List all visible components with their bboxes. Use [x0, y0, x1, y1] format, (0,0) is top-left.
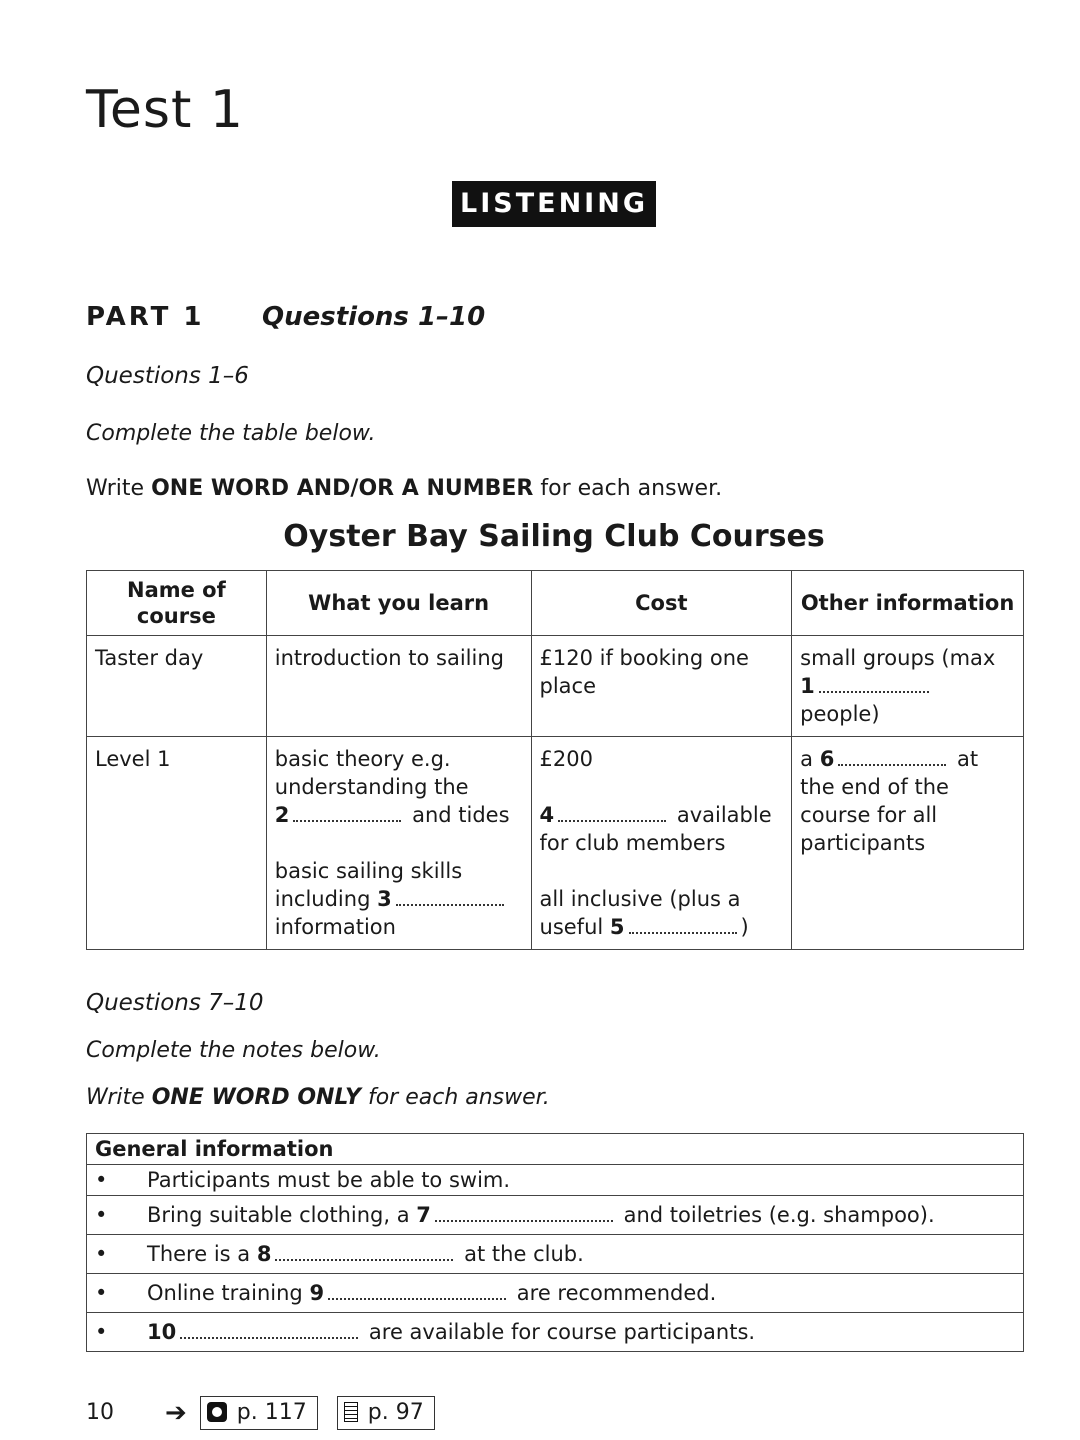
write-suffix: for each answer. — [540, 476, 723, 501]
courses-table — [86, 570, 1024, 950]
answer-blank[interactable] — [180, 1323, 358, 1339]
audio-ref-link[interactable] — [200, 1396, 318, 1430]
course-learn: introduction to sailing — [266, 636, 531, 737]
course-other — [792, 636, 1024, 737]
answer-blank[interactable] — [396, 890, 504, 906]
document-icon — [344, 1402, 358, 1422]
course-cost: £120 if booking one place — [531, 636, 792, 737]
col-header-learn: What you learn — [266, 571, 531, 636]
write-bold: ONE WORD ONLY — [151, 1085, 361, 1110]
table-row — [87, 737, 1024, 950]
note-text: are recommended. — [516, 1281, 717, 1305]
other-text: a — [800, 747, 814, 771]
other-text: at the end of the course for all participants — [800, 747, 979, 855]
part-label: PART 1 — [86, 302, 205, 332]
note-text: are available for course participants. — [368, 1320, 756, 1344]
note-text: Bring suitable clothing, a — [147, 1203, 410, 1227]
bullet: • — [95, 1242, 108, 1266]
write-prefix: Write — [86, 1085, 145, 1110]
col-header-name: Name of course — [87, 571, 267, 636]
question-number: 9 — [309, 1281, 325, 1305]
list-item — [87, 1235, 1024, 1274]
course-learn — [266, 737, 531, 950]
course-name: Taster day — [87, 636, 267, 737]
course-other — [792, 737, 1024, 950]
learn-text: basic sailing skills including — [274, 859, 463, 911]
course-name: Level 1 — [87, 737, 267, 950]
note-text: and toiletries (e.g. shampoo). — [623, 1203, 935, 1227]
answer-blank[interactable] — [275, 1245, 453, 1261]
ref-text: p. 117 — [236, 1400, 307, 1425]
col-header-cost: Cost — [531, 571, 792, 636]
learn-text: information — [274, 915, 396, 939]
note-text: There is a — [147, 1242, 251, 1266]
section-badge: LISTENING — [452, 181, 656, 227]
note-text: Online training — [147, 1281, 303, 1305]
question-number: 6 — [819, 747, 835, 771]
question-number: 3 — [377, 887, 392, 911]
list-item — [87, 1196, 1024, 1235]
questions-1-6-heading: Questions 1–6 — [86, 363, 249, 389]
page-number: 10 — [86, 1400, 114, 1425]
bullet: • — [95, 1168, 108, 1192]
answer-blank[interactable] — [435, 1206, 613, 1222]
bullet: • — [95, 1320, 108, 1344]
question-number: 8 — [256, 1242, 272, 1266]
table-instruction: Complete the table below. — [86, 421, 376, 446]
cost-text: ) — [740, 915, 749, 939]
part-questions: Questions 1–10 — [262, 302, 486, 332]
bullet: • — [95, 1281, 108, 1305]
transcript-ref-link[interactable] — [337, 1396, 435, 1430]
page-title: Test 1 — [86, 80, 245, 140]
list-item — [87, 1274, 1024, 1313]
write-instruction-1 — [86, 476, 722, 501]
answer-blank[interactable] — [328, 1284, 506, 1300]
learn-text: and tides — [412, 803, 510, 827]
notes-table — [86, 1133, 1024, 1352]
col-header-other: Other information — [792, 571, 1024, 636]
write-instruction-2 — [86, 1085, 550, 1110]
list-item — [87, 1313, 1024, 1352]
bullet: • — [95, 1203, 108, 1227]
notes-header: General information — [87, 1134, 1024, 1165]
answer-blank[interactable] — [293, 806, 401, 822]
learn-text: basic theory e.g. understanding the — [274, 747, 469, 799]
list-item — [87, 1165, 1024, 1196]
question-number: 1 — [800, 674, 815, 698]
other-text: small groups (max — [800, 646, 996, 670]
answer-blank[interactable] — [838, 750, 946, 766]
notes-instruction: Complete the notes below. — [86, 1038, 381, 1063]
table-row — [87, 636, 1024, 737]
arrow-icon: ➔ — [165, 1398, 187, 1428]
question-number: 4 — [539, 803, 555, 827]
other-text: people) — [800, 702, 880, 726]
footer — [86, 1396, 447, 1430]
course-cost — [531, 737, 792, 950]
note-text: at the club. — [464, 1242, 584, 1266]
questions-7-10-heading: Questions 7–10 — [86, 990, 264, 1016]
question-number: 7 — [416, 1203, 431, 1227]
table-title: Oyster Bay Sailing Club Courses — [283, 519, 825, 554]
question-number: 2 — [274, 803, 290, 827]
cost-text: available for club members — [539, 803, 772, 855]
write-prefix: Write — [86, 476, 145, 501]
cost-text: all inclusive (plus a useful — [539, 887, 741, 939]
write-suffix: for each answer. — [367, 1085, 550, 1110]
note-text: Participants must be able to swim. — [147, 1168, 511, 1192]
answer-blank[interactable] — [558, 806, 666, 822]
write-bold: ONE WORD AND/OR A NUMBER — [151, 476, 534, 501]
question-number: 5 — [609, 915, 625, 939]
answer-blank[interactable] — [819, 677, 929, 693]
ref-text: p. 97 — [367, 1400, 424, 1425]
question-number: 10 — [147, 1320, 177, 1344]
answer-blank[interactable] — [629, 918, 737, 934]
cost-text: £200 — [539, 747, 593, 771]
table-header-row — [87, 571, 1024, 636]
audio-icon — [207, 1402, 227, 1422]
